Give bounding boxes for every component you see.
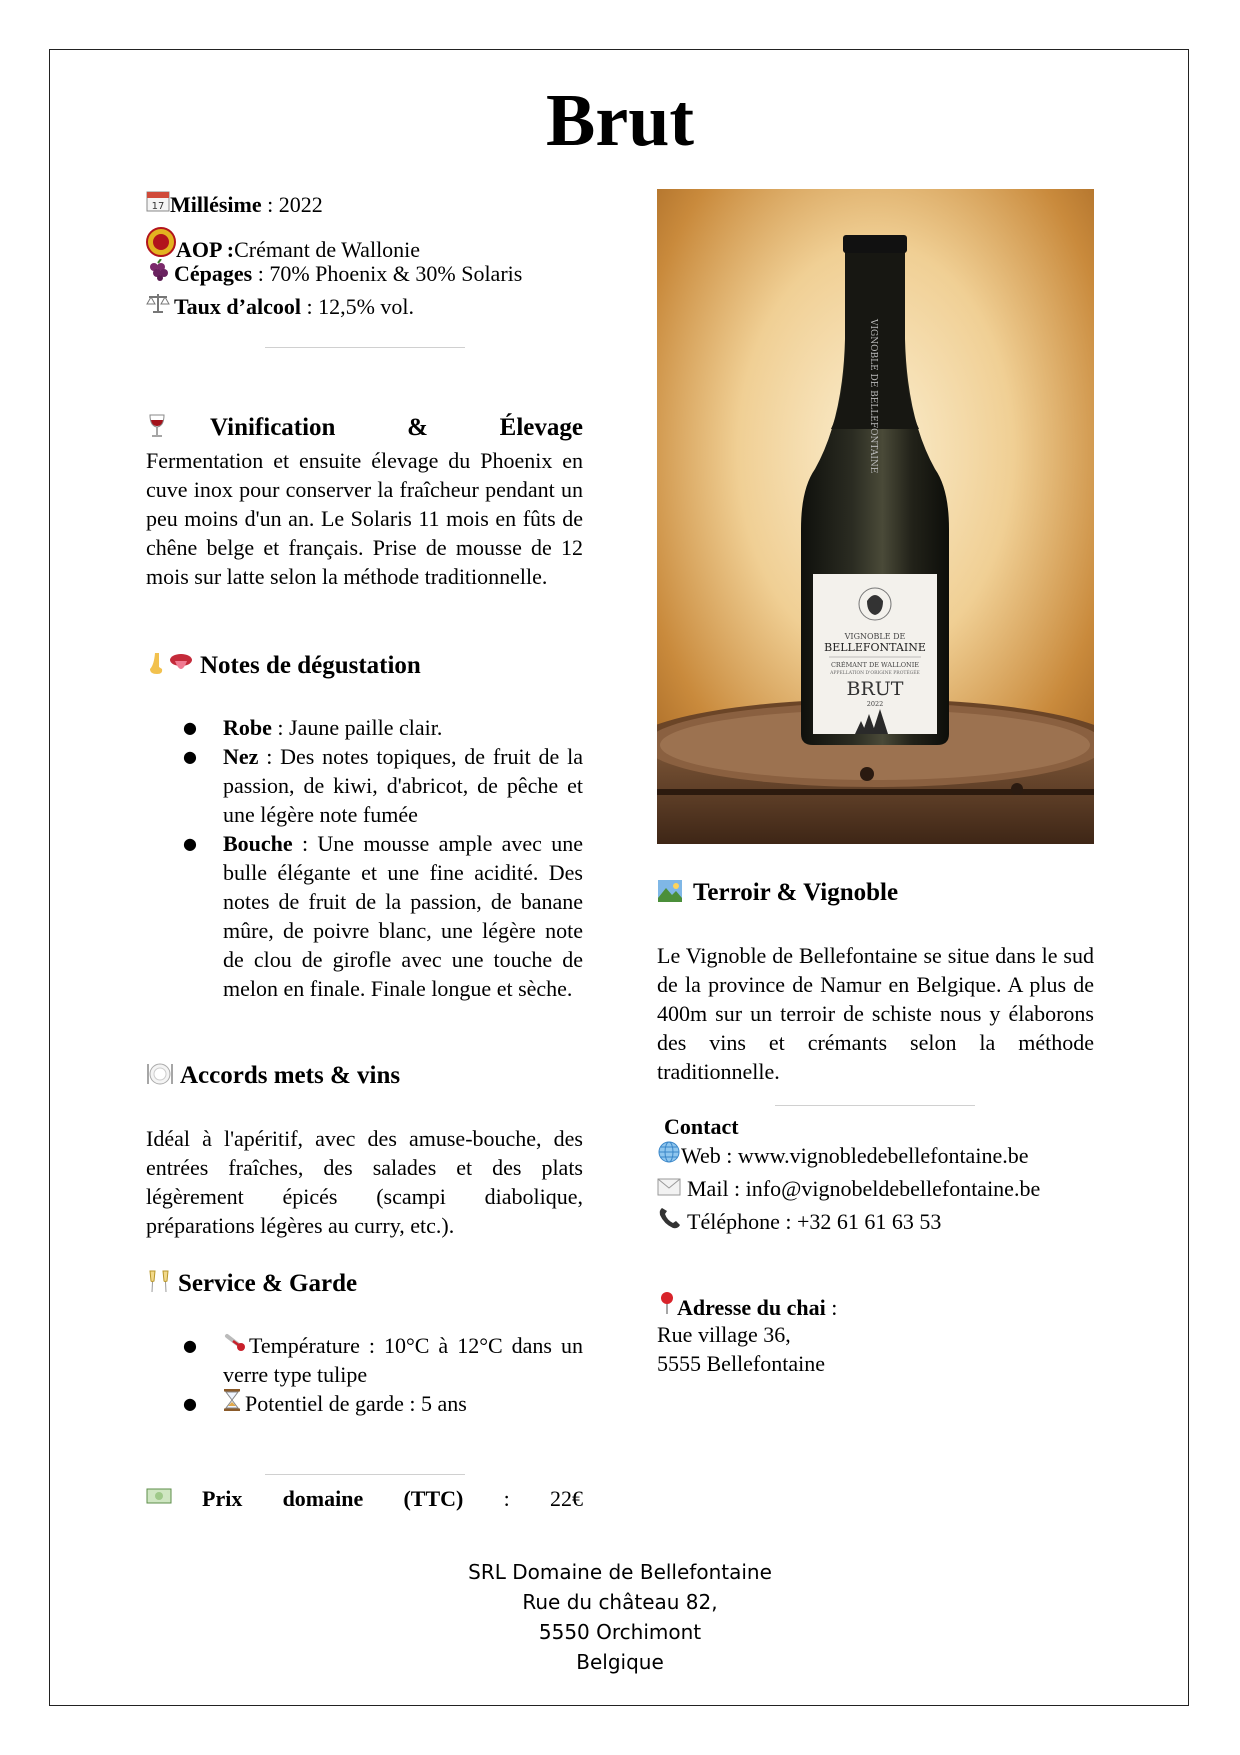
adresse-line [657, 1291, 1094, 1322]
label-line-1: VIGNOBLE DE [844, 632, 906, 641]
vinification-text: Fermentation et ensuite élevage du Phoenix en cuve inox pour conserver la fraîcheur pendant un peu moins d'un an. Le Solaris 11 mois en fûts de chêne belge et français. Prise de mousse de 12 mois sur latte selon la méthode traditionnelle. [146, 448, 583, 589]
terroir-heading-row [657, 877, 1094, 909]
envelope-icon [657, 1178, 681, 1201]
list-item-garde: ● Potentiel de garde : 5 ans [183, 1391, 467, 1416]
service-list [146, 1331, 583, 1418]
divider-contact [775, 1105, 975, 1106]
divider [265, 347, 465, 348]
robe-text: : Jaune paille clair. [271, 715, 443, 740]
footer-line-3: 5550 Orchimont [538, 1620, 702, 1644]
adresse-line-2: 5555 Bellefontaine [657, 1351, 826, 1376]
vinification-heading: Vinification & Élevage [210, 414, 583, 441]
bouche-text: : Une mousse ample avec une bulle élégante et une fine acidité. Des notes de fruit de la passion, de banane mûre, de poivre blanc, une légère note de clou de girofle avec une touche de melon en finale. Finale longue et sèche. [223, 831, 583, 1001]
alcool-label: Taux d’alcool [174, 294, 301, 319]
service-heading: Service & Garde [178, 1270, 358, 1297]
contact-heading-text: Contact [664, 1114, 739, 1139]
landscape-icon [657, 879, 683, 908]
label-line-3: CRÉMANT DE WALLONIE [830, 661, 920, 669]
pin-icon [657, 1291, 677, 1320]
service-heading-row [146, 1268, 583, 1300]
contact-heading [664, 1112, 1101, 1141]
adresse-line-1: Rue village 36, [657, 1322, 791, 1347]
nez-text: : Des notes topiques, de fruit de la passion, de kiwi, d'abricot, de pêche et une légère note fumée [223, 744, 583, 827]
alcool-value: : 12,5% vol. [300, 294, 415, 319]
plate-icon [146, 1061, 174, 1092]
list-item-temperature: ● Température : 10°C à 12°C dans un verre type tulipe [183, 1333, 583, 1387]
millesime-label: Millésime [170, 192, 262, 217]
bottle-photo [657, 189, 1094, 844]
label-line-6: 2022 [866, 700, 884, 708]
degustation-heading-row [146, 650, 583, 682]
money-icon [146, 1487, 172, 1510]
degustation-list [146, 713, 583, 1003]
thermometer-icon [223, 1333, 247, 1358]
footer-line-2: Rue du château 82, [522, 1590, 718, 1614]
hourglass-icon [223, 1389, 241, 1416]
contact-tel-text[interactable]: Téléphone : +32 61 61 63 53 [687, 1209, 942, 1234]
label-line-5: BRUT [846, 678, 904, 700]
robe-label: Robe [223, 715, 272, 740]
cepages-label: Cépages [174, 261, 253, 286]
prix-label-1: Prix [202, 1485, 243, 1511]
adresse-label: Adresse du chai [677, 1295, 826, 1320]
phone-icon [657, 1207, 681, 1234]
label-line-2: BELLEFONTAINE [824, 641, 926, 654]
millesime-line [146, 190, 583, 219]
scale-icon [146, 292, 170, 319]
champagne-glasses-icon [146, 1269, 172, 1300]
temperature-text: Température : 10°C à 12°C dans un verre type tulipe [223, 1333, 583, 1387]
globe-icon [657, 1141, 681, 1168]
aop-label: AOP : [176, 237, 235, 262]
accords-text: Idéal à l'apéritif, avec des amuse-bouche, des entrées fraîches, des salades et des plats légèrement épicés (scampi diabolique, préparations légères au curry, etc.). [146, 1126, 583, 1238]
accords-heading: Accords mets & vins [180, 1062, 401, 1089]
adresse-suffix: : [825, 1295, 838, 1320]
calendar-icon [146, 190, 170, 217]
vinification-heading-row [146, 412, 583, 444]
contact-web-text[interactable]: Web : www.vignobledebellefontaine.be [681, 1143, 1029, 1168]
prix-value: 22€ [549, 1485, 583, 1511]
prix-colon: : [503, 1485, 510, 1511]
alcool-line [146, 292, 583, 321]
list-item-nez: ● Nez : Des notes topiques, de fruit de la passion, de kiwi, d'abricot, de pêche et une légère note fumée [183, 744, 583, 827]
degustation-heading: Notes de dégustation [200, 652, 421, 679]
svg-text:17: 17 [151, 201, 165, 212]
prix-row [146, 1482, 583, 1514]
terroir-heading: Terroir & Vignoble [693, 879, 899, 906]
neck-label-text: VIGNOBLE DE BELLEFONTAINE [868, 319, 878, 474]
list-item-bouche: ● Bouche : Une mousse ample avec une bulle élégante et une fine acidité. Des notes de fruit de la passion, de banane mûre, de poivre blanc, une légère note de clou de girofle avec une touche de melon en finale. Finale longue et sèche. [183, 831, 583, 1001]
footer-line-4: Belgique [576, 1650, 664, 1674]
nose-icon [146, 651, 168, 682]
divider-prix [265, 1474, 465, 1475]
contact-mail-text[interactable]: Mail : info@vignobeldebellefontaine.be [687, 1176, 1041, 1201]
contact-web-line [657, 1141, 1107, 1170]
garde-text: Potentiel de garde : 5 ans [245, 1391, 467, 1416]
label-line-4: APPELLATION D'ORIGINE PROTÉGÉE [830, 671, 920, 676]
nez-label: Nez [223, 744, 259, 769]
list-item-robe: ● Robe : Jaune paille clair. [183, 715, 443, 740]
prix-label-2: domaine [282, 1485, 364, 1511]
footer-line-1: SRL Domaine de Bellefontaine [468, 1560, 772, 1584]
accords-heading-row [146, 1060, 583, 1092]
terroir-text: Le Vignoble de Bellefontaine se situe dans le sud de la province de Namur en Belgique. A plus de 400m sur un terroir de schiste nous y élaborons des vins et crémants selon la méthode traditionnelle. [657, 943, 1094, 1084]
cepages-value: : 70% Phoenix & 30% Solaris [252, 261, 523, 286]
aop-seal-icon [146, 227, 176, 262]
bouche-label: Bouche [223, 831, 293, 856]
aop-value: Crémant de Wallonie [234, 237, 421, 262]
millesime-value: : 2022 [261, 192, 323, 217]
contact-mail-line [657, 1174, 1107, 1203]
footer [0, 1557, 1240, 1677]
grapes-icon [146, 259, 172, 286]
wine-glass-icon [146, 414, 168, 443]
contact-tel-line [657, 1207, 1107, 1236]
prix-label-3: (TTC) [403, 1485, 464, 1511]
page-title: Brut [546, 80, 694, 162]
tongue-icon [168, 651, 194, 682]
cepages-line [146, 259, 583, 288]
